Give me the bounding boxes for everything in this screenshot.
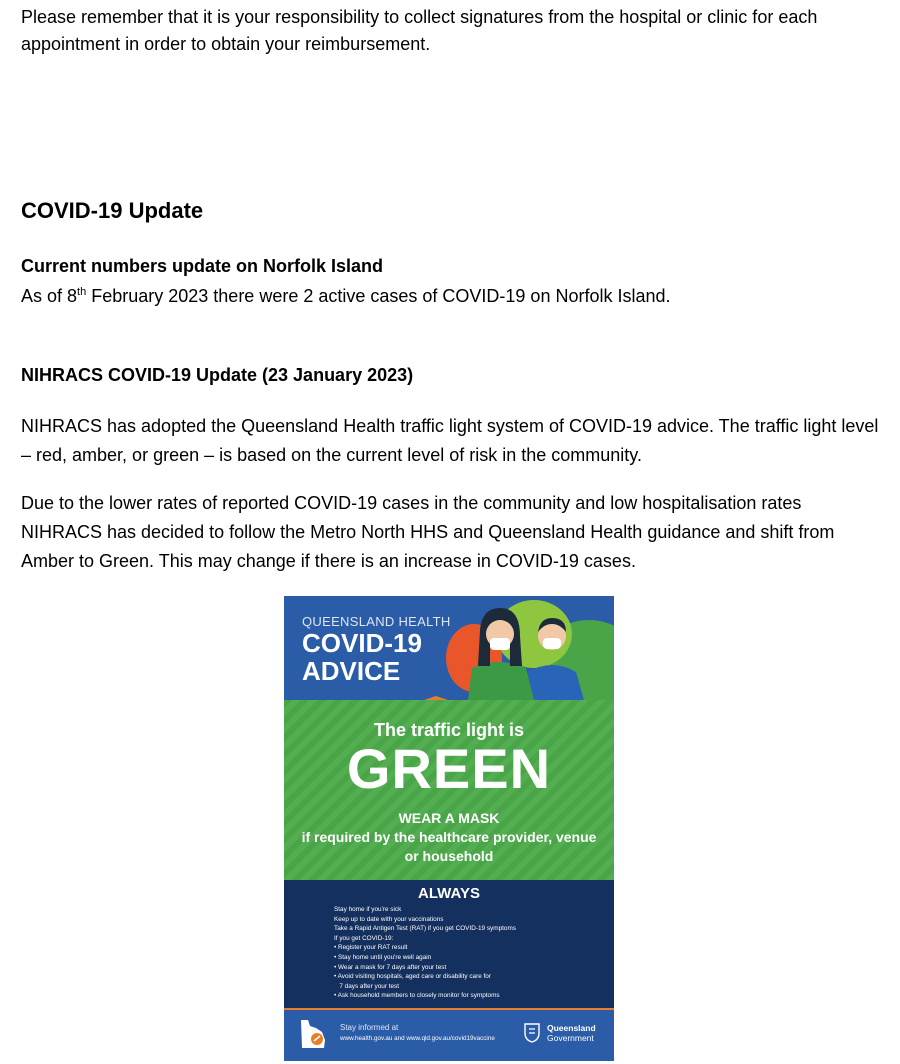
numbers-subtitle: Current numbers update on Norfolk Island — [21, 256, 384, 276]
traffic-light-panel — [284, 700, 614, 880]
gov-name-line1: Queensland — [547, 1023, 596, 1033]
green-shift-paragraph: Due to the lower rates of reported COVID-19 cases in the community and low hospitalisation rates NIHRACS has decided to follow the Metro North HHS and Queensland Health guidance and shift from Amber to Green. This may change if there is an increase in COVID-19 cases. — [21, 493, 835, 571]
always-heading: ALWAYS — [418, 885, 480, 902]
poster-footer — [284, 1008, 614, 1061]
always-item: • Avoid visiting hospitals, aged care or disability care for — [334, 973, 491, 981]
queensland-map-icon — [298, 1018, 328, 1052]
queensland-crest-icon — [522, 1021, 542, 1043]
always-item: • Ask household members to closely monitor for symptoms — [334, 992, 500, 1000]
always-item: If you get COVID-19: — [334, 934, 394, 942]
covid-section-title: COVID-19 Update — [21, 198, 204, 223]
covid-advice-poster — [284, 596, 614, 1061]
always-item: Keep up to date with your vaccinations — [334, 915, 444, 923]
mask-subtext: if required by the healthcare provider, venue or household — [301, 829, 597, 864]
queensland-government-name — [547, 1023, 596, 1043]
traffic-light-line: The traffic light is — [373, 720, 524, 740]
nihracs-update-title: NIHRACS COVID-19 Update (23 January 2023) — [21, 365, 414, 385]
traffic-light-level: GREEN — [346, 737, 552, 800]
poster-title — [302, 629, 422, 685]
stay-informed-links: www.health.gov.au and www.qld.gov.au/covid19vaccine — [340, 1035, 495, 1042]
always-item: Take a Rapid Antigen Test (RAT) if you get COVID-19 symptoms — [334, 925, 516, 933]
always-item: • Register your RAT result — [334, 944, 408, 952]
date-ordinal: th — [77, 286, 87, 298]
traffic-light-paragraph: NIHRACS has adopted the Queensland Health traffic light system of COVID-19 advice. The traffic light level – red, amber, or green – is based on the current level of risk in the community. — [21, 416, 879, 465]
always-panel — [284, 880, 614, 1008]
poster-header — [284, 596, 614, 700]
numbers-statement — [21, 282, 671, 310]
always-item: • Wear a mask for 7 days after your test — [334, 963, 447, 971]
always-item: 7 days after your test — [334, 982, 400, 990]
always-item: • Stay home until you're well again — [334, 953, 432, 961]
always-list — [334, 905, 516, 1001]
mask-heading: WEAR A MASK — [398, 810, 500, 826]
poster-title-line2: ADVICE — [302, 656, 401, 686]
numbers-prefix: As of 8 — [21, 286, 78, 306]
poster-title-line1: COVID-19 — [302, 628, 422, 658]
poster-brand: QUEENSLAND HEALTH — [302, 614, 451, 629]
always-item: Stay home if you're sick — [334, 906, 402, 913]
reimbursement-note: Please remember that it is your responsibility to collect signatures from the hospital or clinic for each appointment in order to obtain your reimbursement. — [21, 7, 818, 54]
stay-informed-label: Stay informed at — [340, 1023, 399, 1032]
numbers-suffix: February 2023 there were 2 active cases of COVID-19 on Norfolk Island. — [86, 286, 671, 306]
gov-name-line2: Government — [547, 1033, 594, 1043]
